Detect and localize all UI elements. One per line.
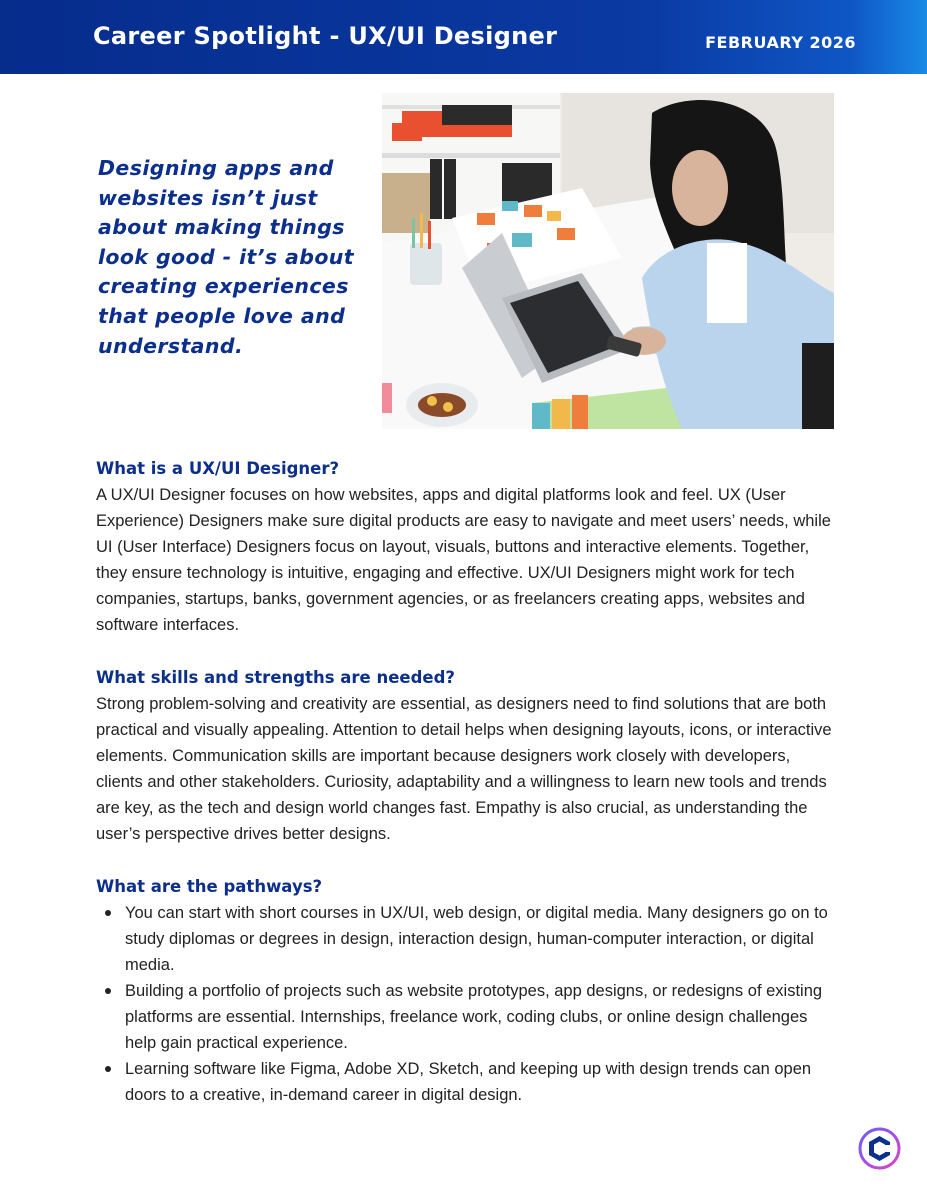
section-heading: What are the pathways? (96, 877, 323, 896)
hero-photo (382, 93, 834, 429)
page-title: Career Spotlight - UX/UI Designer (93, 22, 558, 50)
pathway-list (96, 900, 838, 1108)
pull-quote: Designing apps and websites isn’t just about making things look good - it’s about creating experiences that people love and understand. (98, 156, 355, 358)
list-item: Learning software like Figma, Adobe XD, Sketch, and keeping up with design trends can open doors to a creative, in-demand career in digital design. (96, 1056, 838, 1108)
c-logo-icon (858, 1127, 901, 1170)
section-what-is (96, 456, 838, 638)
brand-logo-icon (858, 1127, 901, 1170)
issue-date: FEBRUARY 2026 (705, 33, 856, 52)
section-body: A UX/UI Designer focuses on how websites, apps and digital platforms look and feel. UX (User Experience) Designers make sure digital products are easy to navigate and meet users’ needs, while UI (User Interface) Designers focus on layout, visuals, buttons and interactive elements. Together, they ensure technology is intuitive, engaging and effective. UX/UI Designers might work for tech companies, startups, banks, government agencies, or as freelancers creating apps, websites and software interfaces. (96, 486, 831, 634)
section-skills (96, 665, 838, 847)
page-header (0, 0, 927, 74)
photo-woman-at-desk-icon (382, 93, 834, 429)
list-item: You can start with short courses in UX/UI, web design, or digital media. Many designers go on to study diplomas or degrees in design, interaction design, human-computer interaction, or digital media. (96, 900, 838, 978)
section-pathways (96, 874, 838, 1108)
list-item: Building a portfolio of projects such as website prototypes, app designs, or redesigns of existing platforms are essential. Internships, freelance work, coding clubs, or online design challenges help gain practical experience. (96, 978, 838, 1056)
section-heading: What skills and strengths are needed? (96, 668, 455, 687)
section-heading: What is a UX/UI Designer? (96, 459, 340, 478)
section-body: Strong problem-solving and creativity are essential, as designers need to find solutions that are both practical and visually appealing. Attention to detail helps when designing layouts, icons, or interactive elements. Communication skills are important because designers work closely with developers, clients and other stakeholders. Curiosity, adaptability and a willingness to learn new tools and trends are key, as the tech and design world changes fast. Empathy is also crucial, as understanding the user’s perspective drives better designs. (96, 695, 832, 843)
